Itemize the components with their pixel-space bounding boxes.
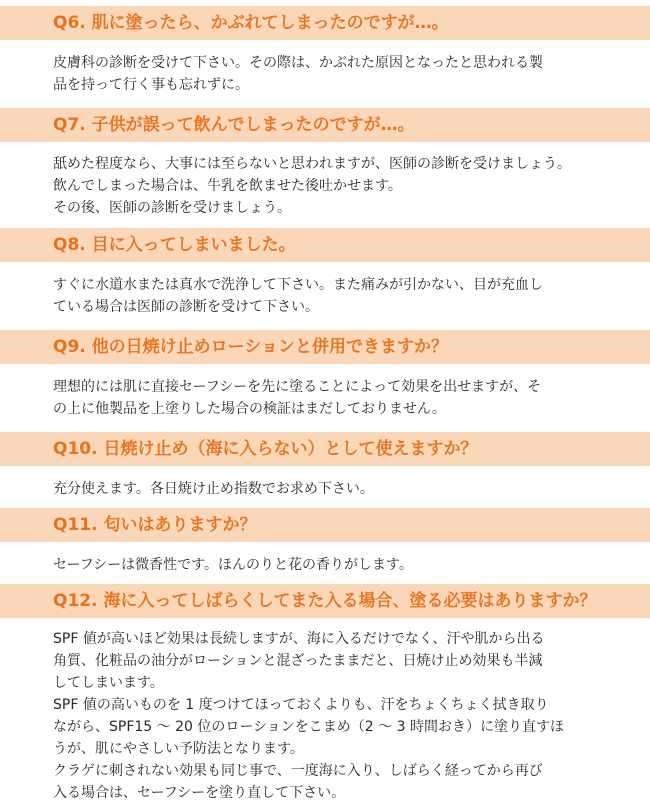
answer-line: 品を持って行く事も忘れずに。 xyxy=(53,77,249,93)
answer-line: ながら、SPF15 ～ 20 位のローションをこまめ（2 ～ 3 時間おき）に塗り直すほ xyxy=(53,719,564,735)
answer-line: ている場合は医師の診断を受けて下さい。 xyxy=(53,299,319,315)
answer-line: 舐めた程度なら、大事には至らないと思われますが、医師の診断を受けましょう。 xyxy=(53,156,571,172)
answer-line: 皮膚科の診断を受けて下さい。その際は、かぶれた原因となったと思われる製 xyxy=(53,55,543,71)
answer-line: クラゲに刺されない効果も同じ事で、一度海に入り、しばらく経ってから再び xyxy=(53,763,543,779)
answer-line: してしまいます。 xyxy=(53,675,164,691)
answer-line: その後、医師の診断を受けましょう。 xyxy=(53,200,291,216)
faq-answer-q9 xyxy=(53,376,613,420)
faq-answer-q11 xyxy=(53,554,613,576)
answer-line: 角質、化粧品の油分がローションと混ざったままだと、日焼け止め効果も半減 xyxy=(53,653,543,669)
faq-answer-q7 xyxy=(53,153,613,219)
answer-line: すぐに水道水または真水で洗浄して下さい。また痛みが引かない、目が充血し xyxy=(53,277,543,293)
faq-question-q12: Q12. 海に入ってしばらくしてまた入る場合、塗る必要はありますか？ xyxy=(0,584,650,618)
answer-line: 充分使えます。各日焼け止め指数でお求め下さい。 xyxy=(53,481,374,497)
answer-line: セーフシーは微香性です。ほんのりと花の香りがします。 xyxy=(53,557,413,573)
faq-answer-q12 xyxy=(53,628,613,804)
faq-question-q10: Q10. 日焼け止め（海に入らない）として使えますか？ xyxy=(0,432,650,466)
faq-answer-q10 xyxy=(53,478,613,500)
faq-question-q8: Q8. 目に入ってしまいました。 xyxy=(0,228,650,262)
answer-line: SPF 値の高いものを 1 度つけてほっておくよりも、汗をちょくちょく拭き取り xyxy=(53,697,549,713)
faq-question-q11: Q11. 匂いはありますか？ xyxy=(0,508,650,542)
faq-question-q7: Q7. 子供が誤って飲んでしまったのですが…。 xyxy=(0,108,650,142)
answer-line: の上に他製品を上塗りした場合の検証はまだしておりません。 xyxy=(53,401,446,417)
faq-answer-q6 xyxy=(53,52,613,96)
answer-line: うが、肌にやさしい予防法となります。 xyxy=(53,741,304,757)
faq-question-q6: Q6. 肌に塗ったら、かぶれてしまったのですが…。 xyxy=(0,6,650,40)
faq-answer-q8 xyxy=(53,274,613,318)
answer-line: SPF 値が高いほど効果は長続しますが、海に入るだけでなく、汗や肌から出る xyxy=(53,631,545,647)
faq-question-q9: Q9. 他の日焼け止めローションと併用できますか？ xyxy=(0,330,650,364)
answer-line: 飲んでしまった場合は、牛乳を飲ませた後吐かせます。 xyxy=(53,178,402,194)
answer-line: 入る場合は、セーフシーを塗り直して下さい。 xyxy=(53,785,346,801)
answer-line: 理想的には肌に直接セーフシーを先に塗ることによって効果を出せますが、そ xyxy=(53,379,542,395)
